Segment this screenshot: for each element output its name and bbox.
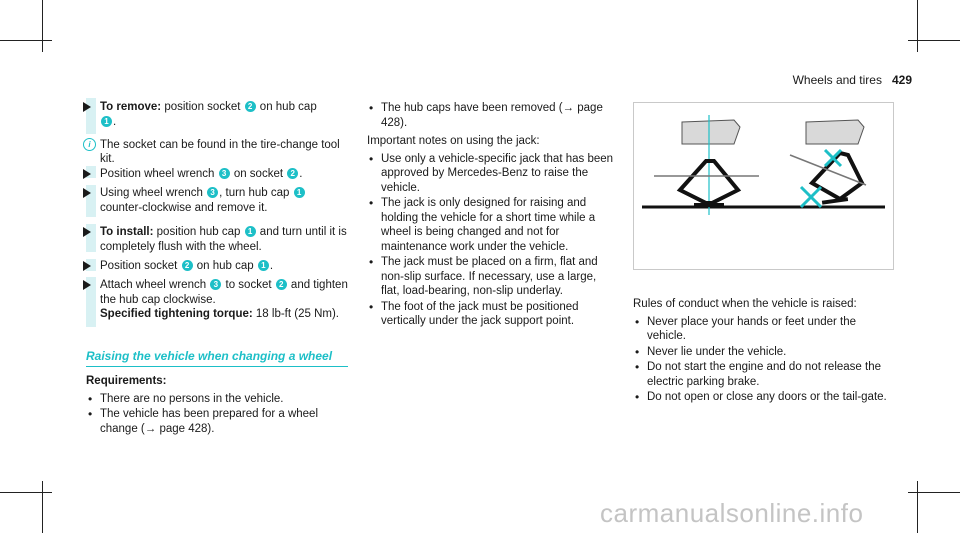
callout-2: 2 [245,101,256,112]
spec-label: Specified tightening torque: [100,308,253,320]
callout-3: 3 [219,168,230,179]
step-label: To remove: [100,101,162,113]
rules-title: Rules of conduct when the vehicle is raised: [633,298,857,310]
list-item: • Never place your hands or feet under the vehicle. [633,315,892,344]
list-item: • The vehicle has been prepared for a wheel change (→ page 428). [86,407,348,436]
list-item: • The hub caps have been removed (→ page 428). [367,101,617,130]
step-arrow-icon [83,227,91,237]
header-section: Wheels and tires [792,73,882,87]
list-item: • Never lie under the vehicle. [633,345,892,360]
notes-title: Important notes on using the jack: [367,135,540,147]
jack-illustration [633,102,894,270]
callout-1: 1 [294,187,305,198]
list-item: • The jack must be placed on a firm, flat and non-slip surface. If necessary, use a large, flat, load-bearing, non-slip underlay. [367,255,617,299]
page-number: 429 [891,73,912,87]
list-item: • Do not start the engine and do not release the electric parking brake. [633,360,892,389]
step-arrow-icon [83,169,91,179]
step-tighten: Attach wheel wrench 3 to socket 2 and tighten the hub cap clockwise. Specified tightening torque: 18 lb-ft (25 Nm). [100,278,350,322]
callout-2: 2 [287,168,298,179]
spec-value: 18 lb-ft (25 Nm). [252,308,339,320]
callout-3: 3 [207,187,218,198]
middle-column [367,101,617,330]
step-turn-hubcap: Using wheel wrench 3 , turn hub cap 1 counter-clockwise and remove it. [100,186,350,215]
step-arrow-icon [83,102,91,112]
step-arrow-icon [83,261,91,271]
list-item: • Do not open or close any doors or the tail-gate. [633,390,892,405]
requirements-title: Requirements: [86,375,167,387]
step-remove: To remove: position socket 2 on hub cap 1 . [100,100,350,129]
callout-2: 2 [182,260,193,271]
callout-3: 3 [210,279,221,290]
step-position-socket: Position socket 2 on hub cap 1 . [100,259,350,274]
page-header [793,73,912,87]
right-column [633,297,892,406]
list-item: • The foot of the jack must be positioned vertically under the jack support point. [367,300,617,329]
jack-diagram-svg [634,103,893,269]
callout-1: 1 [101,116,112,127]
step-install: To install: position hub cap 1 and turn until it is completely flush with the wheel. [100,225,350,254]
list-item: • There are no persons in the vehicle. [86,392,348,407]
watermark: carmanualsonline.info [600,498,864,528]
step-arrow-icon [83,280,91,290]
callout-1: 1 [245,226,256,237]
step-position-wrench: Position wheel wrench 3 on socket 2 . [100,167,350,182]
list-item: • The jack is only designed for raising and holding the vehicle for a short time while a wheel is being changed and not for maintenance work under the vehicle. [367,196,617,254]
list-item: • Use only a vehicle-specific jack that has been approved by Mercedes-Benz to raise the vehicle. [367,152,617,196]
callout-2: 2 [276,279,287,290]
requirements [86,374,348,437]
info-icon: i [83,138,96,151]
callout-1: 1 [258,260,269,271]
step-arrow-icon [83,188,91,198]
info-note: i The socket can be found in the tire-change tool kit. [100,138,350,166]
section-title: Raising the vehicle when changing a wheel [86,349,348,367]
